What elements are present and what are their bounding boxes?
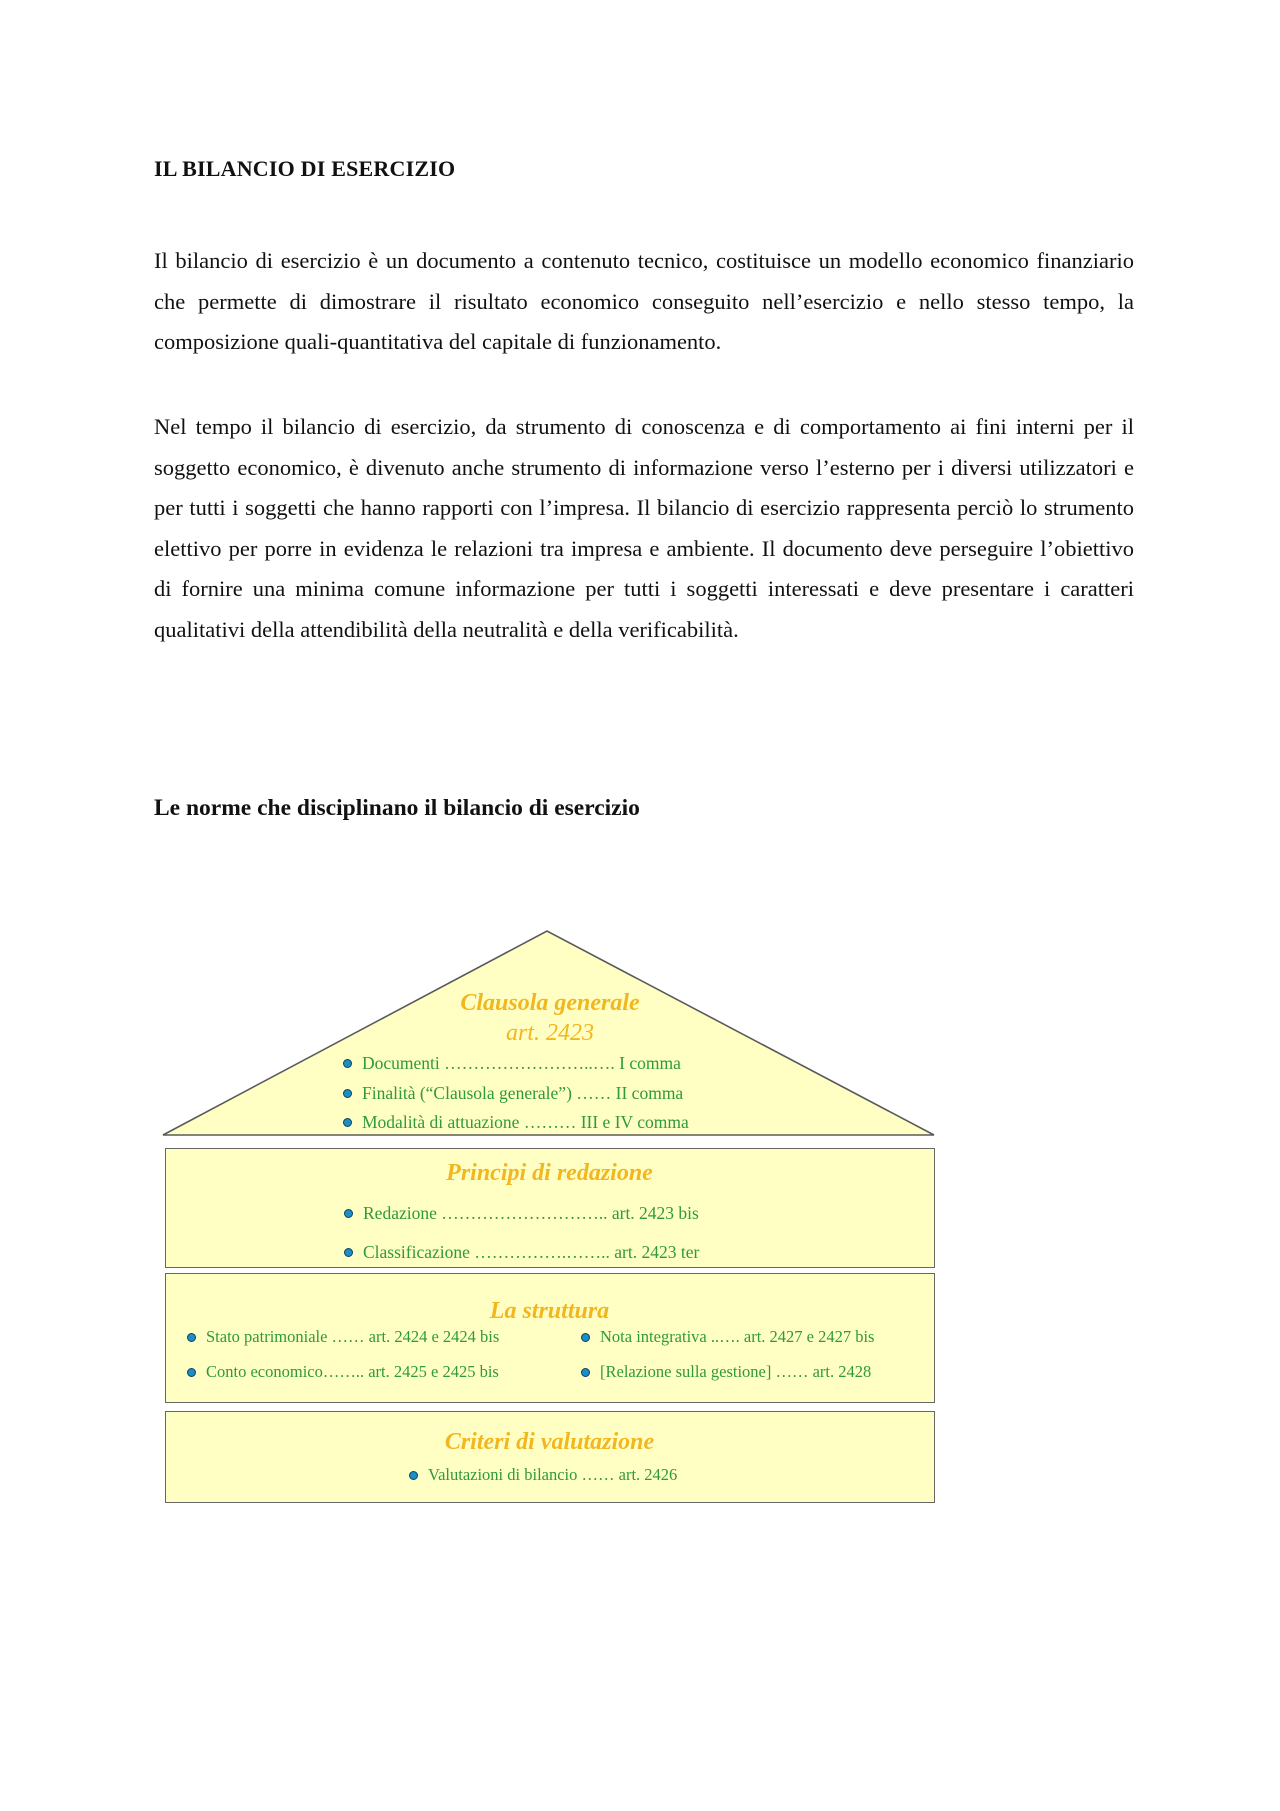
bullet-icon <box>344 1248 353 1257</box>
bullet-icon <box>344 1209 353 1218</box>
struttura-item-stato-patrimoniale: Stato patrimoniale …… art. 2424 e 2424 bis <box>187 1327 499 1347</box>
struttura-box <box>165 1273 935 1403</box>
section-subtitle: Le norme che disciplinano il bilancio di esercizio <box>154 795 640 821</box>
principi-box <box>165 1148 935 1268</box>
roof-item-modalita: Modalità di attuazione ……… III e IV comma <box>343 1112 689 1132</box>
roof-item-documenti: Documenti ……………………..…. I comma <box>343 1053 681 1073</box>
bullet-icon <box>187 1333 196 1342</box>
house-diagram <box>160 928 940 1508</box>
document-title: IL BILANCIO DI ESERCIZIO <box>154 156 456 181</box>
bullet-icon <box>581 1368 590 1377</box>
criteri-box <box>165 1411 935 1503</box>
struttura-item-conto-economico: Conto economico…….. art. 2425 e 2425 bis <box>187 1362 499 1382</box>
roof-item-finalita: Finalità (“Clausola generale”) …… II comma <box>343 1083 683 1103</box>
struttura-item-nota-integrativa: Nota integrativa ..…. art. 2427 e 2427 bis <box>581 1327 874 1347</box>
bullet-icon <box>343 1118 352 1127</box>
roof-subtitle: art. 2423 <box>505 1020 594 1046</box>
criteri-item-valutazioni: Valutazioni di bilancio …… art. 2426 <box>409 1465 677 1485</box>
paragraph-1: Il bilancio di esercizio è un documento a contenuto tecnico, costituisce un modello economico finanziario che permette di dimostrare il risultato economico conseguito nell’esercizio e nello stesso tempo, la composizione quali-quantitativa del capitale di funzionamento. <box>154 248 1134 354</box>
bullet-icon <box>581 1333 590 1342</box>
struttura-title: La struttura <box>489 1298 610 1324</box>
principi-title: Principi di redazione <box>446 1160 653 1186</box>
bullet-icon <box>343 1089 352 1098</box>
struttura-item-relazione: [Relazione sulla gestione] …… art. 2428 <box>581 1362 871 1382</box>
paragraph-2: Nel tempo il bilancio di esercizio, da strumento di conoscenza e di comportamento ai fini interni per il soggetto economico, è divenuto anche strumento di informazione verso l’esterno per i diversi utilizzatori e per tutti i soggetti che hanno rapporti con l’impresa. Il bilancio di esercizio rappresenta perciò lo strumento elettivo per porre in evidenza le relazioni tra impresa e ambiente. Il documento deve perseguire l’obiettivo di fornire una minima comune informazione per tutti i soggetti interessati e deve presentare i caratteri qualitativi della attendibilità della neutralità e della verificabilità. <box>154 414 1134 642</box>
principi-item-classificazione: Classificazione …………….…….. art. 2423 ter <box>344 1242 699 1262</box>
roof-title: Clausola generale <box>460 990 640 1016</box>
principi-item-redazione: Redazione ……………………….. art. 2423 bis <box>344 1203 699 1223</box>
bullet-icon <box>409 1471 418 1480</box>
bullet-icon <box>187 1368 196 1377</box>
bullet-icon <box>343 1059 352 1068</box>
criteri-title: Criteri di valutazione <box>444 1429 655 1455</box>
